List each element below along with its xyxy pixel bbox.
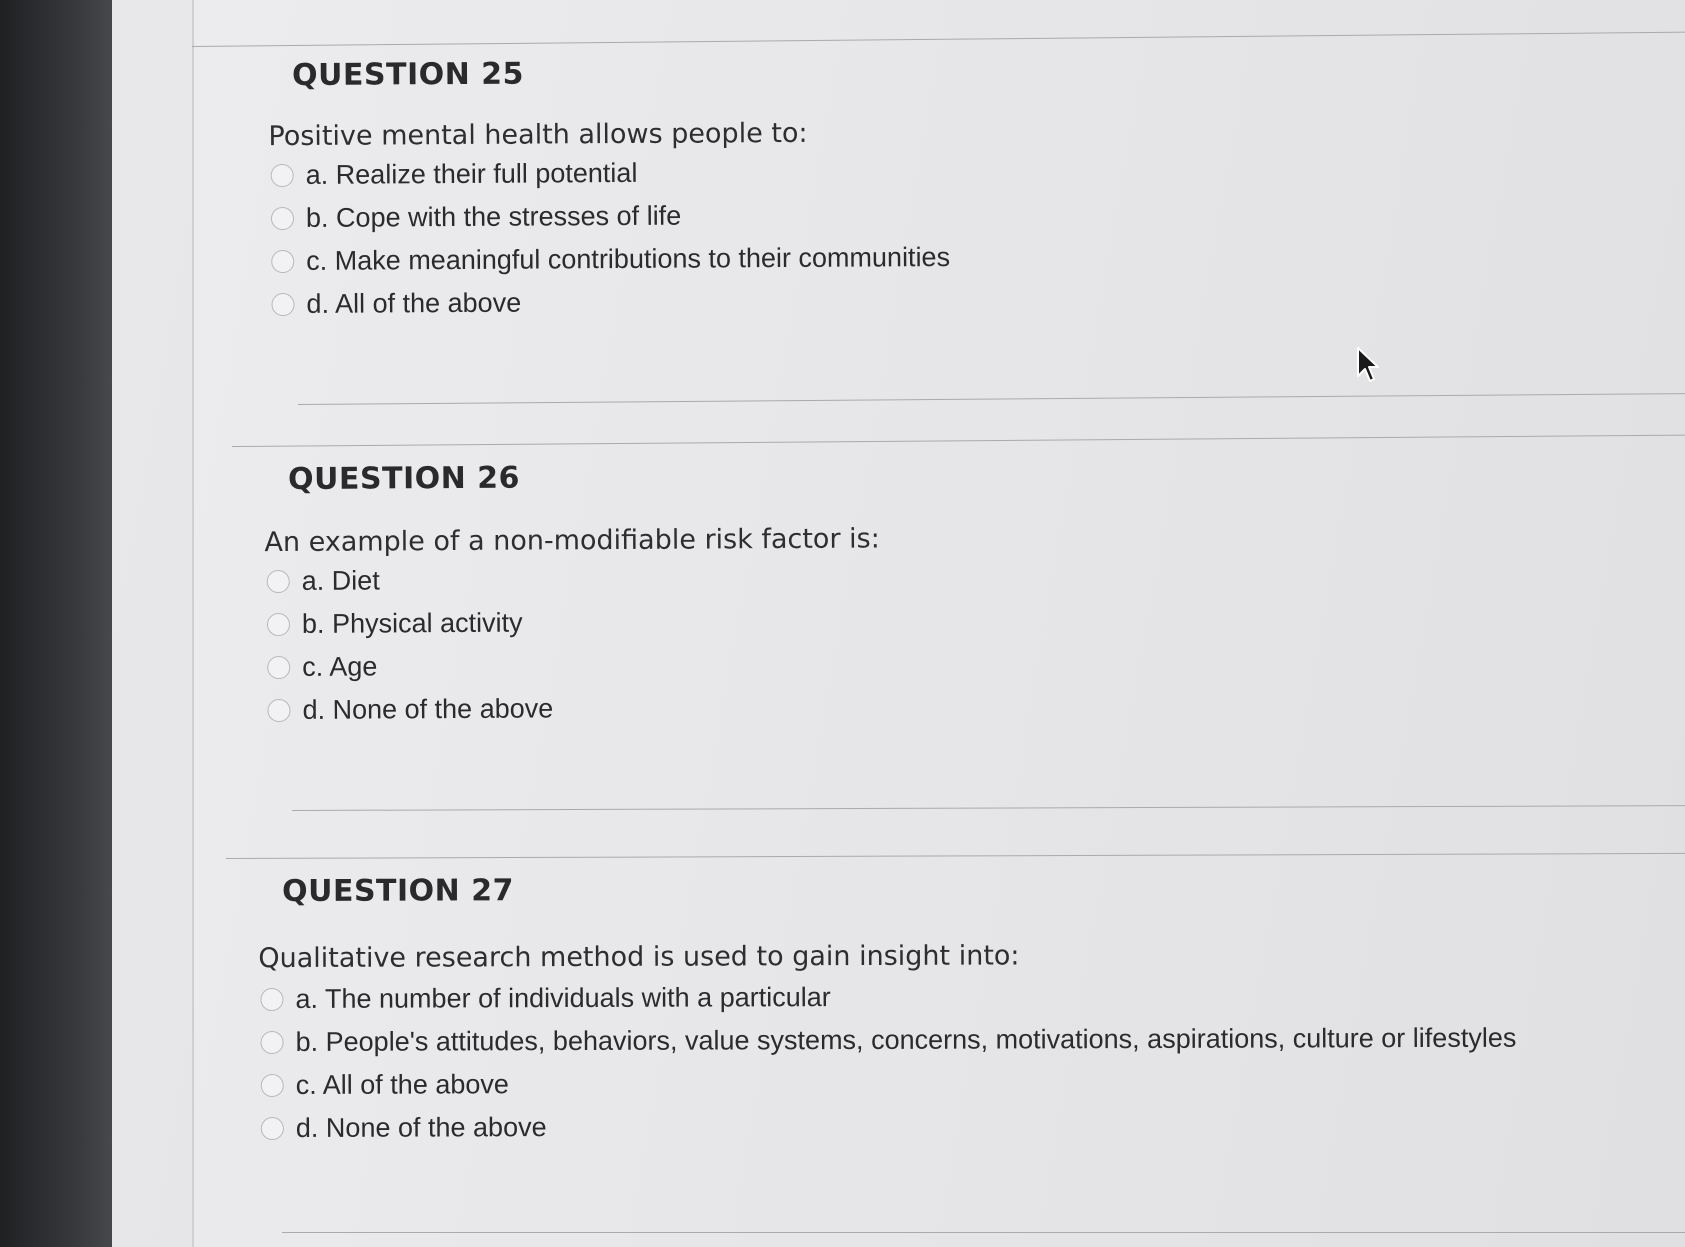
answer-label: d. None of the above	[295, 1112, 547, 1143]
radio-unselected-icon[interactable]	[260, 988, 283, 1011]
radio-unselected-icon[interactable]	[271, 250, 294, 273]
question-prompt: Positive mental health allows people to:	[268, 117, 808, 153]
answer-options	[271, 150, 951, 326]
answer-options	[260, 974, 1516, 1150]
answer-label: c. Make meaningful contributions to their communities	[306, 241, 951, 276]
browser-screen	[112, 0, 1685, 1247]
monitor-bezel	[0, 0, 120, 1247]
radio-unselected-icon[interactable]	[261, 1117, 284, 1140]
answer-option-a[interactable]	[267, 556, 881, 603]
answer-label: a. Diet	[301, 565, 380, 596]
answer-label: a. The number of individuals with a particular	[295, 982, 831, 1014]
answer-label: a. Realize their full potential	[305, 157, 638, 190]
mouse-pointer-icon	[1356, 346, 1382, 386]
quiz-content-pane	[192, 0, 1685, 1247]
radio-unselected-icon[interactable]	[261, 1074, 284, 1097]
radio-unselected-icon[interactable]	[261, 1031, 284, 1054]
answer-label: b. Cope with the stresses of life	[305, 200, 682, 233]
answer-label: c. All of the above	[295, 1069, 509, 1100]
divider	[298, 393, 1685, 405]
answer-option-a[interactable]	[260, 974, 1516, 1021]
question-27	[258, 870, 1517, 1150]
radio-unselected-icon[interactable]	[267, 613, 290, 636]
radio-unselected-icon[interactable]	[271, 207, 294, 230]
answer-option-c[interactable]	[271, 236, 950, 283]
question-prompt: An example of a non-modifiable risk factor is:	[264, 523, 880, 559]
question-prompt: Qualitative research method is used to gain insight into:	[258, 940, 1020, 975]
question-25	[268, 54, 951, 326]
answer-option-c[interactable]	[267, 642, 881, 689]
question-26	[264, 458, 881, 732]
answer-options	[267, 556, 881, 732]
answer-option-b[interactable]	[267, 599, 881, 646]
question-heading: QUESTION 26	[288, 460, 521, 497]
answer-option-b[interactable]	[271, 193, 950, 240]
radio-unselected-icon[interactable]	[267, 656, 290, 679]
answer-label: b. Physical activity	[301, 607, 523, 639]
answer-label: d. None of the above	[302, 693, 554, 725]
divider	[232, 435, 1685, 447]
answer-label: d. All of the above	[306, 287, 522, 319]
answer-option-c[interactable]	[261, 1060, 1517, 1107]
question-heading: QUESTION 25	[292, 56, 525, 93]
answer-option-d[interactable]	[267, 685, 881, 732]
answer-label: b. People's attitudes, behaviors, value systems, concerns, motivations, aspirations, culture or lifestyles	[295, 1022, 1517, 1057]
divider	[292, 805, 1685, 811]
radio-unselected-icon[interactable]	[267, 699, 290, 722]
answer-option-d[interactable]	[271, 279, 950, 326]
answer-option-b[interactable]	[261, 1017, 1517, 1064]
answer-option-d[interactable]	[261, 1103, 1517, 1150]
radio-unselected-icon[interactable]	[271, 164, 294, 187]
radio-unselected-icon[interactable]	[271, 293, 294, 316]
answer-label: c. Age	[302, 651, 378, 682]
divider	[282, 1232, 1685, 1233]
radio-unselected-icon[interactable]	[267, 570, 290, 593]
divider	[192, 32, 1685, 47]
answer-option-a[interactable]	[271, 150, 950, 197]
question-heading: QUESTION 27	[282, 873, 515, 909]
divider	[226, 853, 1685, 859]
